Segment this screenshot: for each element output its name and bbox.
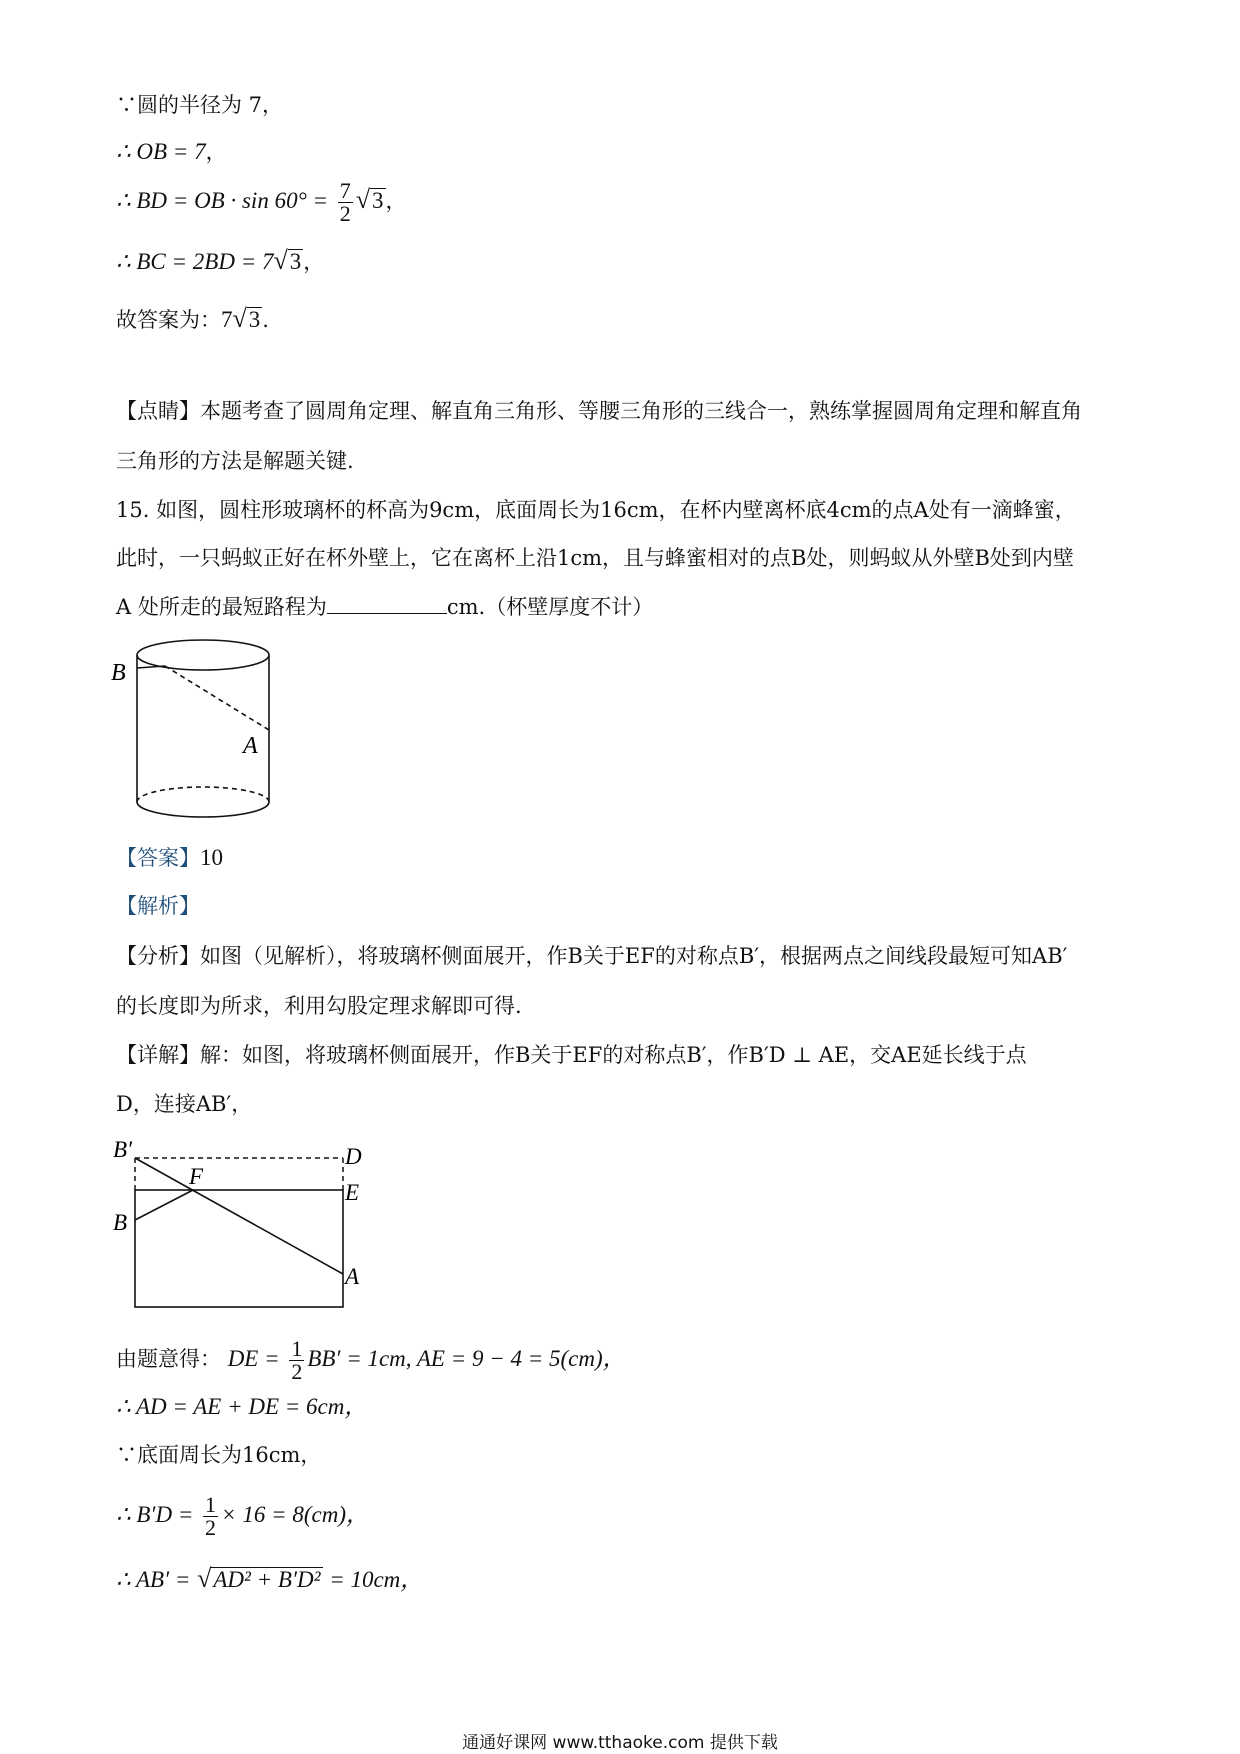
calc-line3 (116, 1440, 321, 1470)
step-bc-pre: ∴ BC = 2BD = 7 (116, 249, 274, 274)
label-d: D (345, 1144, 362, 1169)
fenxi-line1 (116, 941, 1067, 971)
calc1-post: BB′ = 1cm, AE = 9 − 4 = 5(cm)， (307, 1346, 626, 1371)
step-radius-text: ∵圆的半径为 7， (116, 93, 284, 117)
step-final-answer (116, 304, 269, 335)
answer-line (116, 843, 223, 873)
answer-blank (327, 591, 447, 614)
segment-b-f (135, 1190, 193, 1220)
cylinder-bottom-back (137, 787, 269, 802)
fraction-1-2 (203, 1494, 218, 1539)
step-ob-end: ， (205, 140, 227, 164)
fraction-denominator: 2 (291, 1359, 303, 1384)
final-answer-coef: 7 (221, 307, 233, 332)
sqrt-radicand: 3 (372, 188, 384, 213)
xiangjie-text1: 解：如图，将玻璃杯侧面展开，作B关于EF的对称点B′，作B′D ⊥ AE，交AE延长线于点 (200, 1043, 1027, 1067)
sqrt-symbol: √ (197, 1564, 212, 1593)
problem-text3-post: cm.（杯壁厚度不计） (446, 595, 654, 619)
step-ob-math: ∴ OB = 7 (116, 139, 206, 164)
label-b: B (111, 660, 126, 686)
sqrt-symbol: √ (273, 246, 288, 275)
problem-line3 (116, 591, 653, 622)
fraction-1-2 (289, 1338, 304, 1383)
fenxi-text2: 的长度即为所求，利用勾股定理求解即可得. (116, 994, 522, 1018)
label-e: E (345, 1180, 360, 1205)
label-a: A (243, 733, 258, 759)
problem-text2: 此时，一只蚂蚁正好在杯外壁上，它在离杯上沿1cm，且与蜂蜜相对的点B处，则蚂蚁从外壁B处到内壁 (116, 546, 1074, 570)
fenxi-text1: 如图（见解析），将玻璃杯侧面展开，作B关于EF的对称点B′，根据两点之间线段最短可知AB′ (200, 944, 1068, 968)
unrolled-rectangle (135, 1190, 343, 1307)
note-line2 (116, 446, 354, 476)
cylinder-top-rim (137, 640, 269, 670)
sqrt-radicand: 3 (248, 307, 261, 332)
fraction-numerator: 1 (291, 1336, 303, 1361)
answer-value: 10 (200, 845, 223, 870)
note-tag: 【点睛】 (116, 399, 200, 423)
path-b-to-rim (137, 666, 165, 668)
problem-text1: 15. 如图，圆柱形玻璃杯的杯高为9cm，底面周长为16cm，在杯内壁离杯底4cm的点A处有一滴蜂蜜， (116, 498, 1076, 522)
calc-line4 (116, 1494, 369, 1539)
step-bc-end: ， (303, 250, 325, 274)
page-footer: 通通好课网 www.tthaoke.com 提供下载 (462, 1733, 778, 1753)
note-text2: 三角形的方法是解题关键. (116, 449, 354, 473)
calc5-post: = 10cm， (329, 1567, 424, 1592)
calc-line5 (116, 1564, 423, 1595)
step-bd-pre: ∴ BD = OB · sin 60° = (116, 188, 329, 213)
sqrt-radicand: 3 (289, 249, 302, 274)
xiangjie-line1 (116, 1040, 1027, 1070)
analysis-heading (116, 891, 200, 921)
step-radius (116, 90, 283, 120)
label-f: F (189, 1164, 204, 1189)
fraction-numerator: 1 (205, 1492, 217, 1517)
final-answer-label: 故答案为： (116, 308, 221, 332)
cylinder-bottom-front (137, 802, 269, 817)
sqrt-symbol: √ (232, 304, 247, 333)
answer-tag: 【答案】 (116, 846, 200, 870)
calc1-label: 由题意得： (116, 1347, 221, 1371)
xiangjie-tag: 【详解】 (116, 1043, 200, 1067)
calc2-text: ∴ AD = AE + DE = 6cm， (116, 1394, 368, 1419)
step-bc (116, 246, 324, 277)
final-answer-end: . (262, 308, 269, 332)
segment-b-prime-a (135, 1158, 343, 1274)
calc-line1 (116, 1338, 626, 1383)
fraction-denominator: 2 (205, 1515, 217, 1540)
calc4-pre: ∴ B′D = (116, 1502, 194, 1527)
analysis-tag: 【解析】 (116, 894, 200, 918)
label-b-prime: B′ (113, 1137, 133, 1162)
unrolled-figure (105, 1130, 375, 1315)
note-text1: 本题考查了圆周角定理、解直角三角形、等腰三角形的三线合一，熟练掌握圆周角定理和解直角 (200, 399, 1082, 423)
step-ob (116, 137, 227, 167)
calc-line2 (116, 1392, 367, 1422)
calc4-post: × 16 = 8(cm)， (221, 1502, 369, 1527)
fenxi-line2 (116, 991, 522, 1021)
sqrt-symbol: √ (355, 185, 370, 214)
calc5-pre: ∴ AB′ = (116, 1567, 191, 1592)
calc1-de: DE = (227, 1346, 280, 1371)
calc3-text: ∵底面周长为16cm， (116, 1443, 322, 1467)
step-bd-end: ， (385, 189, 407, 213)
xiangjie-text2: D，连接AB′， (116, 1092, 253, 1116)
label-a: A (345, 1264, 360, 1289)
step-bd (116, 180, 407, 225)
problem-line1 (116, 495, 1076, 525)
problem-line2 (116, 543, 1074, 573)
fraction-7-2 (338, 180, 353, 225)
cylinder-figure (105, 630, 295, 830)
fenxi-tag: 【分析】 (116, 944, 200, 968)
problem-text3-pre: A 处所走的最短路程为 (116, 595, 327, 619)
sqrt-radicand: AD² + B′D² (213, 1567, 321, 1592)
xiangjie-line2 (116, 1089, 252, 1119)
label-b: B (113, 1210, 128, 1235)
fraction-denominator: 2 (339, 201, 351, 226)
path-rim-to-a (165, 666, 269, 730)
fraction-numerator: 7 (339, 178, 351, 203)
note-line1 (116, 396, 1082, 426)
